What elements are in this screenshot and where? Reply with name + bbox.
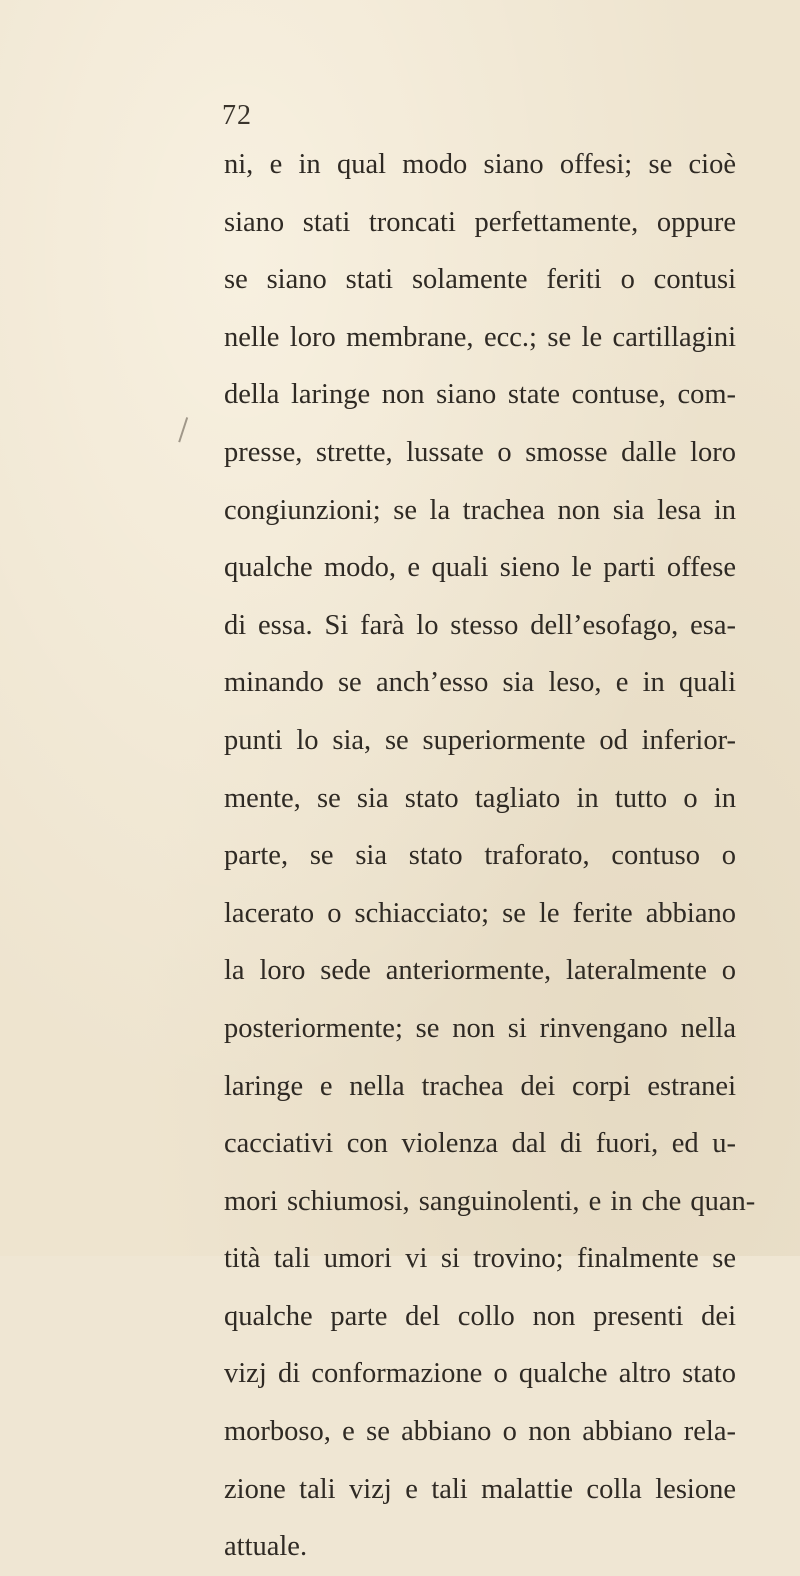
text-line: congiunzioni; se la trachea non sia lesa in [224, 494, 736, 526]
text-line: qualche modo, e quali sieno le parti offese [224, 552, 736, 584]
text-line: parte, se sia stato traforato, contuso o [224, 840, 736, 872]
text-line: siano stati troncati perfettamente, oppure [224, 206, 736, 238]
text-line: zione tali vizj e tali malattie colla lesione [224, 1473, 736, 1505]
text-line: tità tali umori vi si trovino; finalmente se [224, 1243, 736, 1275]
text-line: minando se anch’esso sia leso, e in quali [224, 667, 736, 699]
body-text [224, 136, 756, 1576]
text-line: lacerato o schiacciato; se le ferite abbiano [224, 897, 736, 929]
text-line: attuale. [224, 1531, 308, 1563]
margin-pencil-mark [178, 417, 196, 445]
page-number: 72 [222, 100, 252, 131]
text-line: nelle loro membrane, ecc.; se le cartillagini [224, 321, 736, 353]
text-line: punti lo sia, se superiormente od inferior- [224, 724, 736, 756]
text-line: mori schiumosi, sanguinolenti, e in che quan- [224, 1185, 756, 1217]
text-line: presse, strette, lussate o smosse dalle loro [224, 436, 736, 468]
text-line: mente, se sia stato tagliato in tutto o in [224, 782, 736, 814]
text-line: posteriormente; se non si rinvengano nella [224, 1012, 736, 1044]
text-line: qualche parte del collo non presenti dei [224, 1300, 736, 1332]
text-line: morboso, e se abbiano o non abbiano rela- [224, 1416, 736, 1448]
text-line: ni, e in qual modo siano offesi; se cioè [224, 149, 736, 180]
text-line: laringe e nella trachea dei corpi estranei [224, 1070, 736, 1102]
text-line: cacciativi con violenza dal di fuori, ed u- [224, 1128, 736, 1160]
text-line: la loro sede anteriormente, lateralmente o [224, 955, 736, 987]
text-line: vizj di conformazione o qualche altro stato [224, 1358, 736, 1390]
text-line: se siano stati solamente feriti o contusi [224, 264, 736, 296]
text-line: di essa. Si farà lo stesso dell’esofago, esa- [224, 609, 736, 641]
text-line: della laringe non siano state contuse, com- [224, 379, 736, 411]
